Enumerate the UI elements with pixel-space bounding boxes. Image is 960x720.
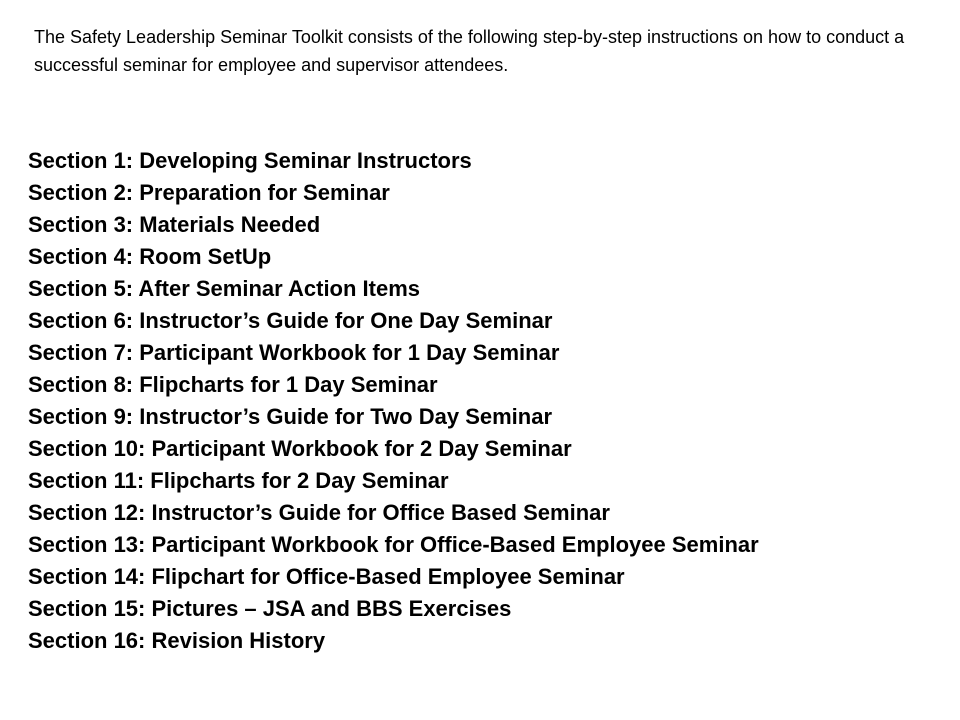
section-item: Section 2: Preparation for Seminar (28, 180, 390, 205)
section-item: Section 10: Participant Workbook for 2 Day Seminar (28, 436, 572, 461)
section-item: Section 13: Participant Workbook for Office-Based Employee Seminar (28, 532, 759, 557)
section-item: Section 7: Participant Workbook for 1 Day Seminar (28, 340, 560, 365)
section-item: Section 1: Developing Seminar Instructors (28, 148, 472, 173)
section-item: Section 11: Flipcharts for 2 Day Seminar (28, 468, 449, 493)
section-item: Section 3: Materials Needed (28, 212, 321, 237)
section-item: Section 8: Flipcharts for 1 Day Seminar (28, 372, 438, 397)
section-item: Section 5: After Seminar Action Items (28, 276, 421, 301)
intro-paragraph: The Safety Leadership Seminar Toolkit consists of the following step-by-step instructions on how to conduct a successful seminar for employee and supervisor attendees. (34, 27, 905, 75)
section-item: Section 6: Instructor’s Guide for One Day Seminar (28, 308, 553, 333)
section-item: Section 9: Instructor’s Guide for Two Day Seminar (28, 404, 553, 429)
section-item: Section 4: Room SetUp (28, 244, 272, 269)
section-item: Section 16: Revision History (28, 628, 326, 653)
section-item: Section 12: Instructor’s Guide for Office Based Seminar (28, 500, 610, 525)
section-item: Section 15: Pictures – JSA and BBS Exercises (28, 596, 512, 621)
section-list (28, 145, 759, 657)
section-item: Section 14: Flipchart for Office-Based Employee Seminar (28, 564, 625, 589)
